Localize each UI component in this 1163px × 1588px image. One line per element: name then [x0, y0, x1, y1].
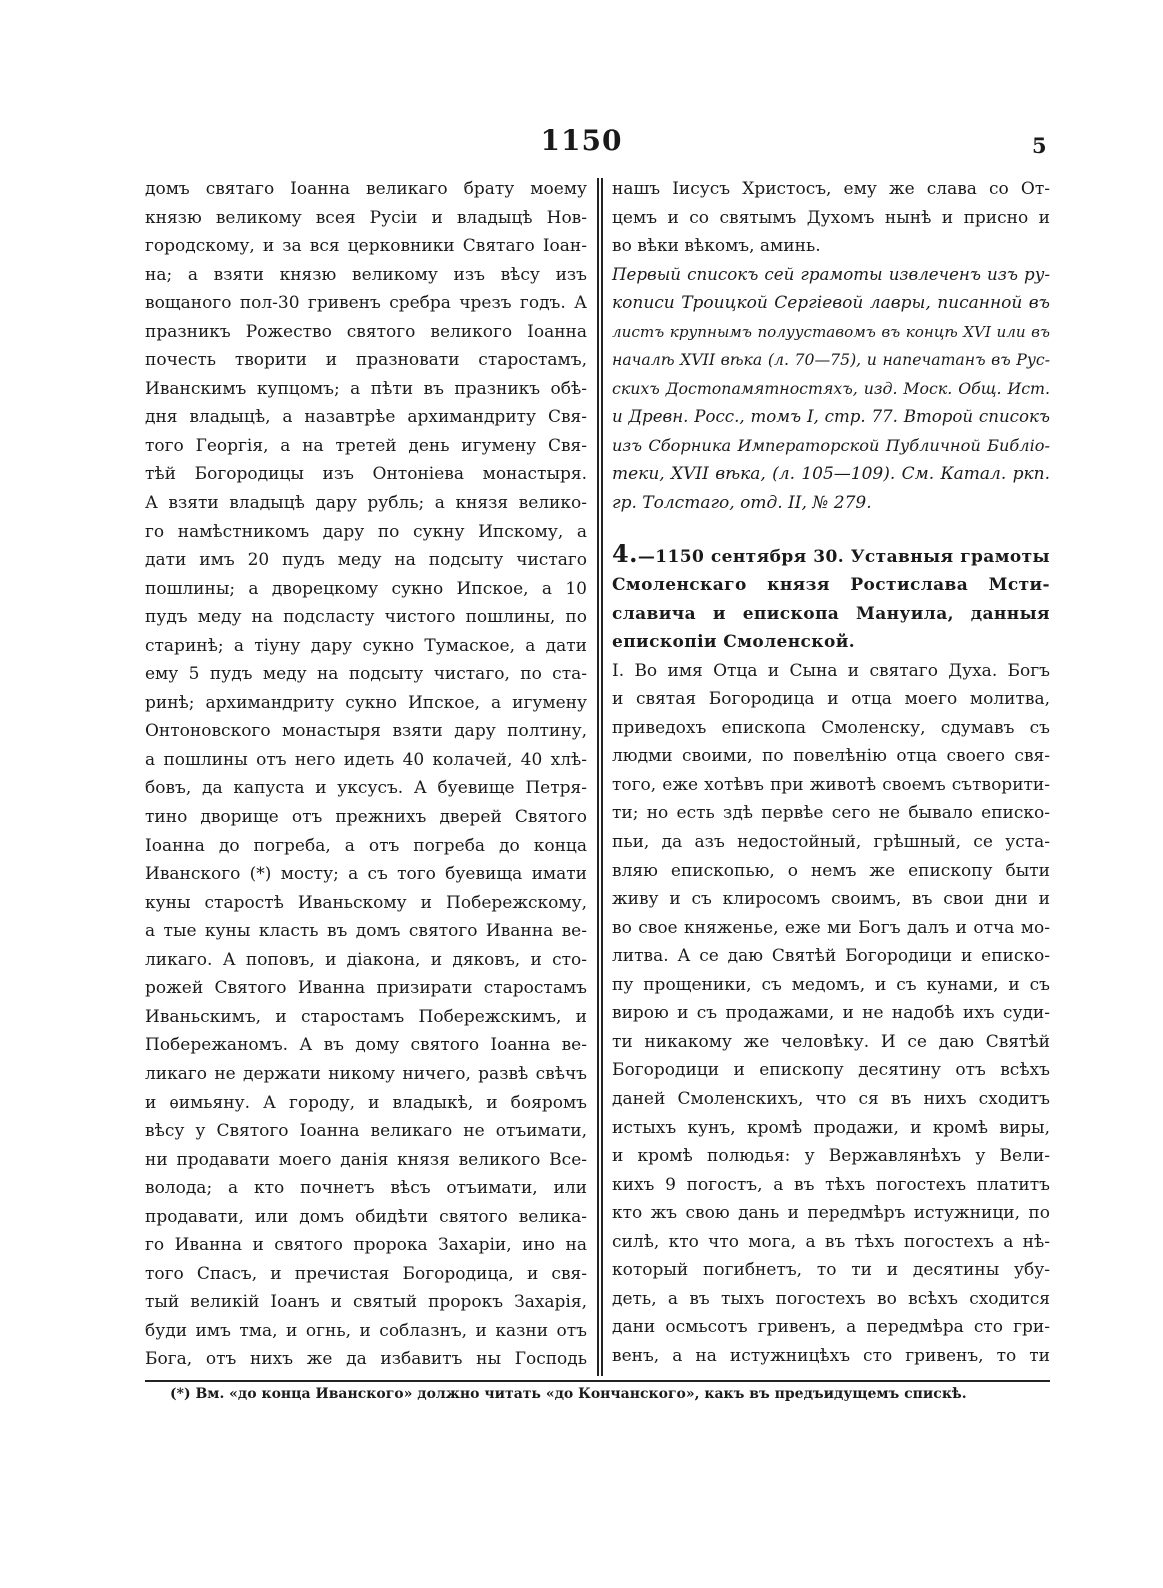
- left-column: [145, 175, 587, 1374]
- note-line: теки, XVII вѣка, (л. 105—109). См. Катал. ркп.: [612, 464, 1050, 485]
- text-line: пошлины; а дворецкому сукно Ипское, а 10: [145, 578, 587, 599]
- text-line: цемъ и со святымъ Духомъ нынѣ и присно и: [612, 207, 1050, 228]
- text-line: старинѣ; а тіуну дару сукно Тумаское, а дати: [145, 635, 587, 656]
- text-line: пу прощеники, съ медомъ, и съ кунами, и съ: [612, 974, 1050, 995]
- text-line: Іоанна до погреба, а отъ погреба до конца: [145, 835, 587, 856]
- text-line: кихъ 9 погостъ, а въ тѣхъ погостехъ платитъ: [612, 1174, 1050, 1195]
- text-line: вирою и съ продажами, и не надобѣ ихъ суди-: [612, 1003, 1050, 1024]
- text-line: тино дворище отъ прежнихъ дверей Святого: [145, 807, 587, 828]
- text-line: празникъ Рожество святого великого Іоанна: [145, 321, 587, 342]
- section-heading-text: —1150 сентября 30. Уставныя грамоты: [637, 546, 1050, 567]
- text-line: вощаного пол-30 гривенъ сребра чрезъ годъ. А: [145, 293, 587, 314]
- note-line: и Древн. Росс., томъ I, стр. 77. Второй списокъ: [612, 407, 1050, 427]
- text-line: Богородици и епископу десятину отъ всѣхъ: [612, 1060, 1050, 1081]
- left-column-text: [145, 175, 587, 1374]
- text-line: нашъ Іисусъ Христосъ, ему же слава со От-: [612, 179, 1050, 199]
- text-line: Побережаномъ. А въ дому святого Іоанна ве-: [145, 1035, 587, 1056]
- text-line: того Георгія, а на третей день игумену Свя-: [145, 435, 587, 456]
- text-line: даней Смоленскихъ, что ся въ нихъ сходитъ: [612, 1088, 1050, 1109]
- text-line: истыхъ кунъ, кромѣ продажи, и кромѣ виры,: [612, 1117, 1050, 1138]
- text-line: ликаго не держати никому ничего, развѣ свѣчъ: [145, 1063, 587, 1084]
- text-line: Иванского (*) мосту; а съ того буевища имати: [145, 864, 587, 885]
- text-line: куны старостѣ Иваньскому и Побережскому,: [145, 892, 587, 913]
- text-line: ликаго. А поповъ, и діакона, и дяковъ, и сто-: [145, 949, 587, 970]
- section-heading-line: Смоленскаго князя Ростислава Мсти-: [612, 575, 1050, 596]
- text-line: волода; а кто почнетъ вѣсъ отъимати, или: [145, 1178, 587, 1199]
- text-line: людми своими, по повелѣнію отца своего свя-: [612, 746, 1050, 767]
- text-line: ему 5 пудъ меду на подсыту чистаго, по ста-: [145, 664, 587, 685]
- text-line: во вѣки вѣкомъ, аминь.: [612, 236, 821, 257]
- section-heading-line: епископіи Смоленской.: [612, 632, 856, 653]
- running-header-year: 1150: [540, 124, 623, 157]
- text-line: приведохъ епископа Смоленску, сдумавъ съ: [612, 717, 1050, 738]
- footnote: (*) Вм. «до конца Иванского» должно читать «до Кончанского», какъ въ предъидущемъ спискѣ.: [170, 1386, 967, 1402]
- text-line: ти никакому же человѣку. И се даю Святѣй: [612, 1031, 1050, 1052]
- text-line: ти; но есть здѣ первѣе сего не бывало еписко-: [612, 803, 1050, 824]
- footnote-divider: [145, 1380, 1050, 1382]
- text-line: го намѣстникомъ дару по сукну Ипскому, а: [145, 521, 587, 542]
- text-line: того Спасъ, и пречистая Богородица, и свя-: [145, 1263, 587, 1284]
- text-line: рожей Святого Иванна призирати старостамъ: [145, 978, 587, 999]
- text-line: I. Во имя Отца и Сына и святаго Духа. Богъ: [612, 660, 1050, 681]
- text-line: литва. А се даю Святѣй Богородици и еписко-: [612, 946, 1050, 967]
- text-line: на; а взяти князю великому изъ вѣсу изъ: [145, 264, 587, 285]
- text-line: ринѣ; архимандриту сукно Ипское, а игумену: [145, 692, 587, 713]
- text-line: го Иванна и святого пророка Захаріи, ино на: [145, 1235, 587, 1256]
- text-line: который погибнетъ, то ти и десятины убу-: [612, 1260, 1050, 1281]
- charter-body: [612, 657, 1050, 1371]
- text-line: дати имъ 20 пудъ меду на подсыту чистаго: [145, 550, 587, 571]
- text-line: кто жъ свою дань и передмѣръ истужници, по: [612, 1203, 1050, 1224]
- text-line: вѣсу у Святого Іоанна великаго не отъимати,: [145, 1121, 587, 1142]
- text-line: и святая Богородица и отца моего молитва,: [612, 689, 1050, 710]
- text-line: деть, а въ тыхъ погостехъ во всѣхъ сходится: [612, 1288, 1050, 1309]
- text-line: а тые куны класть въ домъ святого Иванна ве-: [145, 921, 587, 942]
- text-line: и кромѣ полюдья: у Вержавлянѣхъ у Вели-: [612, 1146, 1050, 1167]
- text-line: пудъ меду на подсласту чистого пошлины, по: [145, 607, 587, 628]
- text-line: во свое княженье, еже ми Богъ далъ и отча мо-: [612, 917, 1050, 938]
- text-line: ни продавати моего данія князя великого Все-: [145, 1149, 587, 1170]
- text-line: силѣ, кто что мога, а въ тѣхъ погостехъ а нѣ-: [612, 1231, 1050, 1252]
- note-line: кописи Троицкой Сергіевой лавры, писанной въ: [612, 293, 1050, 314]
- text-line: почесть творити и празновати старостамъ,: [145, 350, 587, 371]
- note-line: началѣ XVII вѣка (л. 70—75), и напечатанъ въ Рус-: [612, 350, 1050, 370]
- text-line: князю великому всея Русіи и владыцѣ Нов-: [145, 207, 587, 228]
- text-line: городскому, и за вся церковники Святаго Іоан-: [145, 236, 587, 257]
- section-heading-line: славича и епископа Мануила, данныя: [612, 603, 1050, 624]
- text-line: продавати, или домъ обидѣти святого велика-: [145, 1206, 587, 1227]
- note-line: листъ крупнымъ полууставомъ въ концѣ XVI или въ: [612, 322, 1050, 341]
- text-line: венъ, а на истужницѣхъ сто гривенъ, то ти: [612, 1345, 1050, 1366]
- text-line: бовъ, да капуста и уксусъ. А буевище Петря-: [145, 778, 587, 799]
- section-heading: [612, 540, 1050, 657]
- text-line: Бога, отъ нихъ же да избавитъ ны Господь: [145, 1349, 587, 1370]
- note-line: Первый списокъ сей грамоты извлеченъ изъ ру-: [612, 264, 1050, 284]
- section-heading-line: [612, 540, 1050, 572]
- right-column: [612, 175, 1050, 1370]
- text-line: Иванскимъ купцомъ; а пѣти въ празникъ обѣ-: [145, 378, 587, 399]
- page-number: 5: [1032, 133, 1047, 158]
- text-line: Иваньскимъ, и старостамъ Побережскимъ, и: [145, 1006, 587, 1027]
- note-line: изъ Сборника Императорской Публичной Библіо-: [612, 435, 1050, 455]
- text-line: и ѳимьяну. А городу, и владыкѣ, и бояромъ: [145, 1092, 587, 1113]
- text-line: домъ святаго Іоанна великаго брату моему: [145, 179, 587, 199]
- text-line: а пошлины отъ него идеть 40 колачей, 40 хлѣ-: [145, 749, 587, 770]
- section-number: 4.: [612, 538, 638, 568]
- closing-doxology: [612, 175, 1050, 261]
- text-line: Онтоновского монастыря взяти дару полтину,: [145, 721, 587, 742]
- note-line: гр. Толстаго, отд. II, № 279.: [612, 493, 872, 514]
- text-line: вляю епископью, о немъ же епископу быти: [612, 860, 1050, 881]
- text-line: живу и съ клиросомъ своимъ, въ свои дни и: [612, 889, 1050, 910]
- text-line: дня владыцѣ, а назавтрѣе архимандриту Свя-: [145, 407, 587, 428]
- text-line: А взяти владыцѣ дару рубль; а князя велико-: [145, 493, 587, 514]
- text-line: тѣй Богородицы изъ Онтоніева монастыря.: [145, 464, 587, 485]
- text-line: дани осмьсотъ гривенъ, а передмѣра сто гри-: [612, 1317, 1050, 1338]
- text-line: того, еже хотѣвъ при животѣ своемъ сътворити-: [612, 774, 1050, 795]
- editorial-note: [612, 261, 1050, 518]
- column-divider: [597, 178, 603, 1376]
- text-line: пьи, да азъ недостойный, грѣшный, се уста-: [612, 832, 1050, 853]
- text-line: буди имъ тма, и огнь, и соблазнъ, и казни отъ: [145, 1320, 587, 1341]
- note-line: скихъ Достопамятностяхъ, изд. Моск. Общ. Ист.: [612, 378, 1050, 398]
- text-line: тый великій Іоанъ и святый пророкъ Захарія,: [145, 1292, 587, 1313]
